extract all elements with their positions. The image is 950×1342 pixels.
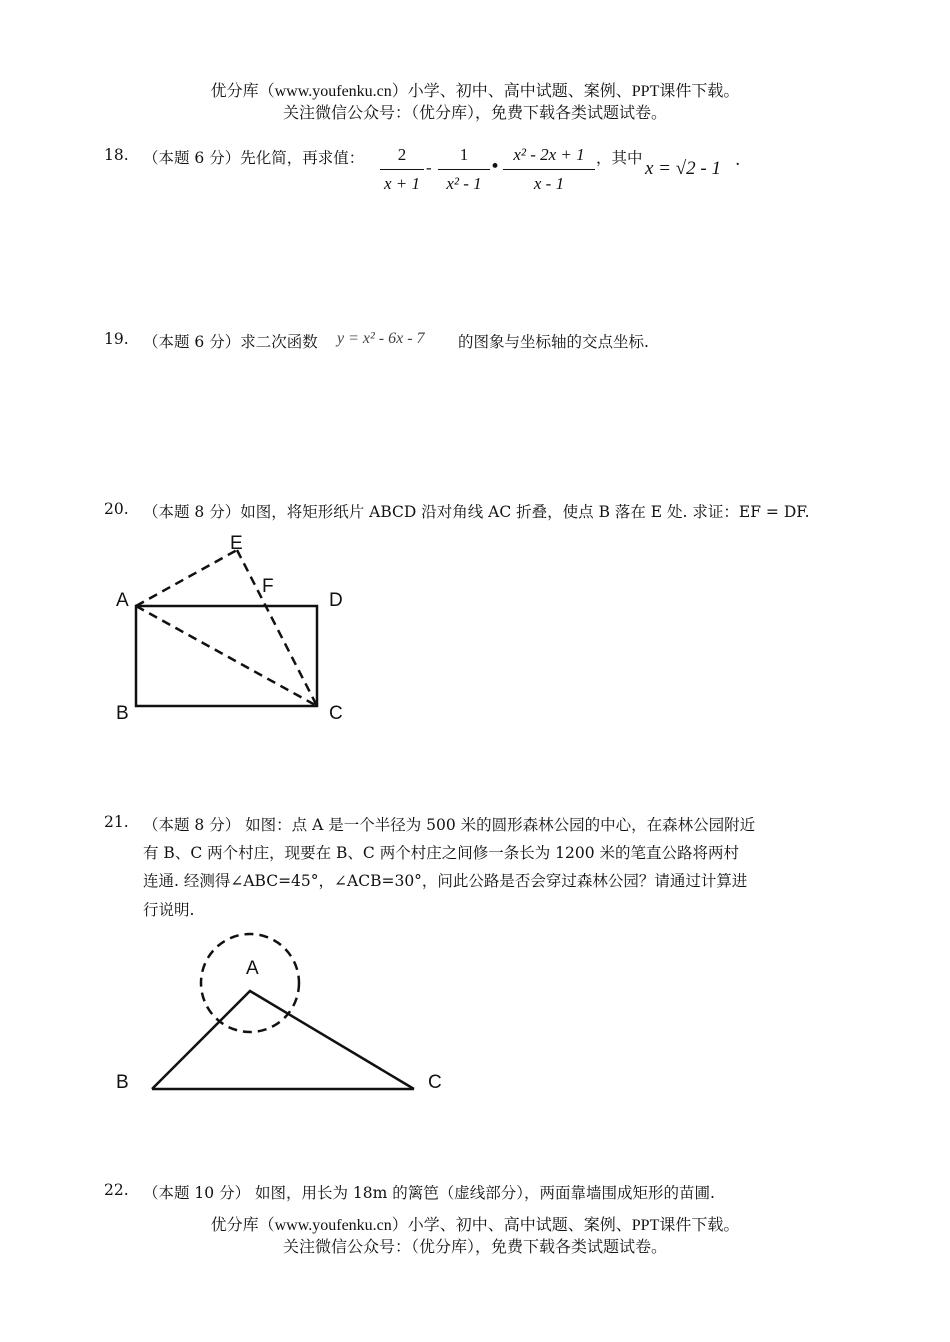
- q20-number: 20.: [104, 500, 129, 518]
- q18-end: .: [735, 150, 741, 170]
- q21-line-1: （本题 8 分） 如图：点 A 是一个半径为 500 米的圆形森林公园的中心，在森林公园附近: [143, 816, 756, 834]
- q20-label-d: D: [329, 590, 343, 611]
- q19-formula: y = x² - 6x - 7: [337, 330, 425, 347]
- q18-dot: •: [490, 157, 501, 177]
- q19-prefix: （本题 6 分）求二次函数: [143, 333, 318, 351]
- header-line-1: 优分库（www.youfenku.cn）小学、初中、高中试题、案例、PPT课件下载。: [210, 83, 740, 100]
- q21-label-a: A: [246, 958, 259, 979]
- q18-condition: x = √2 - 1: [645, 158, 722, 179]
- q21-forest-park-circle: [201, 934, 299, 1032]
- q18-frac3-numerator: x² - 2x + 1: [513, 145, 585, 164]
- q20-label-c: C: [329, 703, 343, 724]
- q18-fraction-3: [503, 144, 595, 195]
- q18-prefix: （本题 6 分）先化简，再求值：: [143, 149, 365, 167]
- q21-figure: [0, 925, 480, 1105]
- q18-fraction-1: [380, 144, 424, 195]
- q20-segment-ae: [136, 550, 237, 606]
- q21-line-3: 连通. 经测得∠ABC=45°，∠ACB=30°，问此公路是否会穿过森林公园？请通过计算进: [143, 872, 748, 890]
- q18-number: 18.: [104, 146, 129, 164]
- q20-text: （本题 8 分）如图，将矩形纸片 ABCD 沿对角线 AC 折叠，使点 B 落在 E 处. 求证：EF = DF.: [143, 503, 810, 521]
- q18-frac2-denominator: x² - 1: [446, 174, 482, 193]
- q20-label-f: F: [262, 576, 274, 597]
- q18-frac1-numerator: 2: [397, 145, 407, 164]
- q21-label-b: B: [116, 1072, 129, 1093]
- q21-label-c: C: [428, 1072, 442, 1093]
- q20-label-a: A: [116, 590, 129, 611]
- q18-fraction-2: [438, 144, 490, 195]
- q21-number: 21.: [104, 813, 129, 831]
- q20-figure: [0, 520, 400, 730]
- q18-minus: -: [426, 158, 432, 177]
- q18-frac3-denominator: x - 1: [533, 174, 565, 193]
- footer-line-1: 优分库（www.youfenku.cn）小学、初中、高中试题、案例、PPT课件下载。: [210, 1217, 740, 1234]
- q22-number: 22.: [104, 1181, 129, 1199]
- q18-suffix: ，其中: [596, 149, 643, 167]
- q21-triangle-sides: [152, 991, 414, 1089]
- q20-segment-ec: [237, 550, 317, 706]
- q21-line-4: 行说明.: [143, 901, 195, 919]
- q21-line-2: 有 B、C 两个村庄，现要在 B、C 两个村庄之间修一条长为 1200 米的笔直公路将两村: [143, 844, 740, 862]
- q20-diagonal-ac: [136, 606, 317, 706]
- q19-suffix: 的图象与坐标轴的交点坐标.: [458, 333, 649, 351]
- q20-label-e: E: [230, 533, 243, 554]
- footer-line-2: 关注微信公众号：（优分库），免费下载各类试题试卷。: [282, 1239, 667, 1256]
- header-line-2: 关注微信公众号：（优分库），免费下载各类试题试卷。: [282, 105, 667, 122]
- q20-label-b: B: [116, 703, 129, 724]
- q18-frac2-numerator: 1: [459, 145, 469, 164]
- q19-number: 19.: [104, 330, 129, 348]
- q18-frac1-denominator: x + 1: [383, 174, 421, 193]
- q22-text: （本题 10 分） 如图，用长为 18m 的篱笆（虚线部分），两面靠墙围成矩形的苗圃.: [143, 1184, 715, 1202]
